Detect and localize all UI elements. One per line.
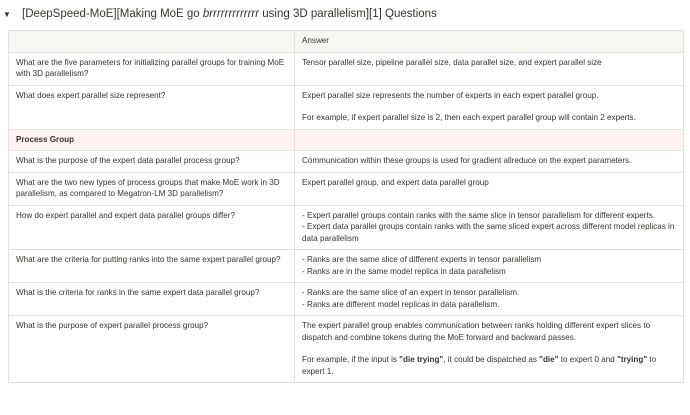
answer-cell[interactable]: Expert parallel group, and expert data parallel group — [295, 172, 684, 205]
answer-line: For example, if expert parallel size is 2, then each expert parallel group will contain 2 experts. — [302, 113, 636, 122]
answer-line: - Ranks are different model replicas in data parallelism. — [302, 299, 500, 309]
answer-line: Expert parallel size represents the number of experts in each expert parallel group. — [302, 90, 599, 100]
answer-line: - Expert data parallel groups contain ranks with the same sliced expert across different model replicas in data parallelism — [302, 222, 675, 243]
table-row — [9, 250, 684, 283]
question-cell[interactable]: What does expert parallel size represent? — [9, 85, 295, 129]
page-header — [0, 3, 437, 25]
title-italic: brrrrrrrrrrrrr — [202, 8, 260, 20]
answer-line: - Ranks are the same slice of different experts in tensor parallelism — [302, 255, 542, 264]
answer-cell[interactable] — [295, 250, 684, 283]
questions-table — [8, 30, 684, 383]
example-text: to expert 0 and — [558, 355, 617, 364]
answer-line: - Ranks are in the same model replica in data parallelism — [302, 266, 506, 276]
answer-cell[interactable]: Tensor parallel size, pipeline parallel size, data parallel size, and expert parallel size — [295, 52, 684, 85]
example-text: , it could be dispatched as — [443, 355, 540, 364]
question-cell[interactable]: What are the criteria for putting ranks into the same expert parallel group? — [9, 250, 295, 283]
answer-cell[interactable] — [295, 283, 684, 316]
answer-line: The expert parallel group enables communication between ranks holding different expert slices to dispatch and combine tokens during the MoE forward and backward passes. — [302, 321, 651, 342]
question-cell[interactable]: How do expert parallel and expert data parallel groups differ? — [9, 205, 295, 250]
answer-cell[interactable] — [295, 205, 684, 250]
page-title — [22, 8, 437, 20]
table-header-row — [9, 31, 684, 53]
table-row — [9, 52, 684, 85]
table-row — [9, 205, 684, 250]
section-empty-cell[interactable] — [295, 129, 684, 151]
table-row — [9, 151, 684, 173]
example-bold: "die trying" — [399, 355, 444, 364]
header-cell-question — [9, 31, 295, 53]
question-cell[interactable]: What is the criteria for ranks in the same expert data parallel group? — [9, 283, 295, 316]
title-prefix: [DeepSpeed-MoE][Making MoE go — [22, 8, 203, 20]
table-row — [9, 172, 684, 205]
section-row — [9, 129, 684, 151]
question-cell[interactable]: What are the two new types of process groups that make MoE work in 3D parallelism, as compared to Megatron-LM 3D parallelism? — [9, 172, 295, 205]
answer-cell[interactable] — [295, 85, 684, 129]
example-bold: "trying" — [617, 355, 648, 364]
section-title[interactable]: Process Group — [9, 129, 295, 151]
example-text: to expert 1. — [302, 355, 657, 376]
header-cell-answer: Answer — [295, 31, 684, 53]
triangle-down-icon[interactable]: ▼ — [3, 9, 11, 19]
question-cell[interactable]: What is the purpose of expert parallel process group? — [9, 316, 295, 383]
table-row — [9, 316, 684, 383]
table-row — [9, 283, 684, 316]
answer-line: - Ranks are the same slice of an expert in tensor parallelism. — [302, 288, 520, 297]
answer-cell[interactable] — [295, 316, 684, 383]
example-text: For example, if the input is — [302, 355, 400, 364]
question-cell[interactable]: What are the five parameters for initializing parallel groups for training MoE with 3D parallelism? — [9, 52, 295, 85]
answer-cell[interactable]: Communication within these groups is used for gradient allreduce on the expert parameters. — [295, 151, 684, 173]
table-row — [9, 85, 684, 129]
example-bold: "die" — [539, 355, 559, 364]
answer-line: - Expert parallel groups contain ranks with the same slice in tensor parallelism for different experts. — [302, 210, 655, 220]
question-cell[interactable]: What is the purpose of the expert data parallel process group? — [9, 151, 295, 173]
title-suffix: using 3D parallelism][1] Questions — [259, 8, 437, 20]
